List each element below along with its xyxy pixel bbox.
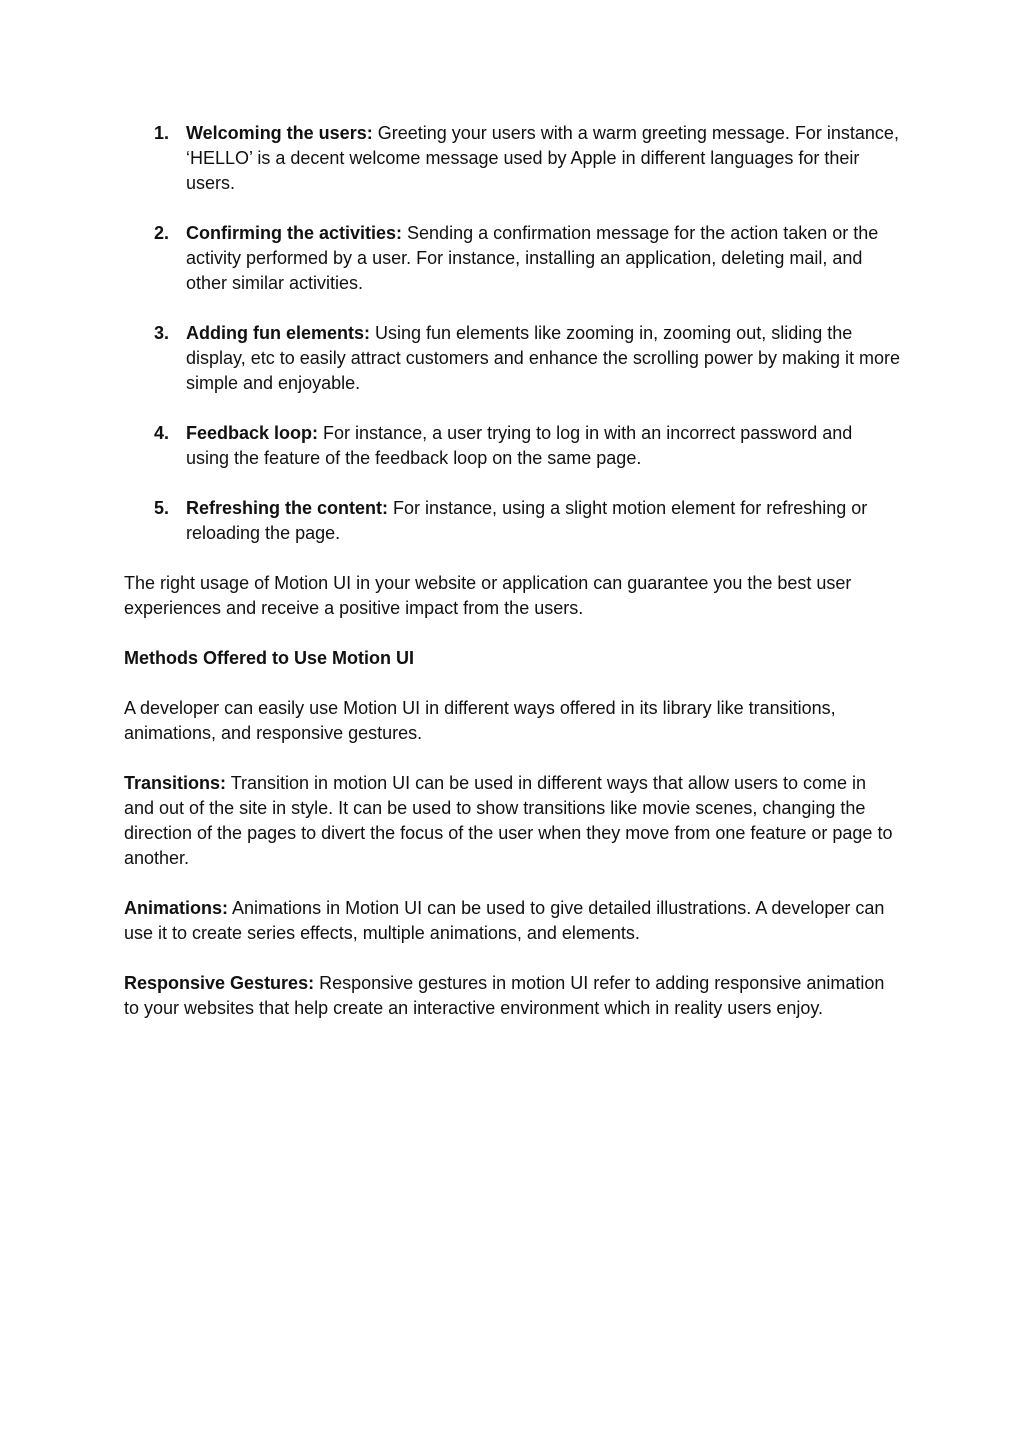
list-number: 4. — [154, 423, 170, 443]
list-item — [124, 421, 900, 471]
method-paragraph-animations — [124, 896, 900, 946]
list-item-text: Sending a confirmation message for the action taken or the activity performed by a user. For instance, installing an application, deleting mail, and other similar activities. — [186, 223, 879, 293]
list-item-title: Adding fun elements: — [186, 323, 370, 343]
list-item-text: For instance, using a slight motion element for refreshing or reloading the page. — [186, 498, 868, 543]
list-item-title: Refreshing the content: — [186, 498, 389, 518]
motion-ui-uses-list — [124, 121, 900, 546]
method-text: Responsive gestures in motion UI refer to adding responsive animation to your websites that help create an interactive environment which in reality users enjoy. — [124, 973, 885, 1018]
list-item — [124, 221, 900, 296]
section-heading: Methods Offered to Use Motion UI — [124, 648, 414, 668]
list-item — [124, 321, 900, 396]
document-page — [124, 121, 900, 1046]
method-title: Transitions: — [124, 773, 227, 793]
method-paragraph-transitions — [124, 771, 900, 871]
method-title: Responsive Gestures: — [124, 973, 315, 993]
summary-paragraph: The right usage of Motion UI in your website or application can guarantee you the best user experiences and receive a positive impact from the users. — [124, 573, 852, 618]
list-number: 5. — [154, 498, 170, 518]
list-item-title: Welcoming the users: — [186, 123, 373, 143]
method-text: Animations in Motion UI can be used to give detailed illustrations. A developer can use it to create series effects, multiple animations, and elements. — [124, 898, 885, 943]
list-item — [124, 121, 900, 196]
method-title: Animations: — [124, 898, 229, 918]
list-number: 2. — [154, 223, 170, 243]
list-item-title: Feedback loop: — [186, 423, 319, 443]
list-item-title: Confirming the activities: — [186, 223, 403, 243]
method-paragraph-responsive-gestures — [124, 971, 900, 1021]
methods-intro-paragraph: A developer can easily use Motion UI in different ways offered in its library like transitions, animations, and responsive gestures. — [124, 698, 836, 743]
list-item-text: For instance, a user trying to log in with an incorrect password and using the feature of the feedback loop on the same page. — [186, 423, 853, 468]
method-text: Transition in motion UI can be used in different ways that allow users to come in and out of the site in style. It can be used to show transitions like movie scenes, changing the direction of the pages to divert the focus of the user when they move from one feature or page to another. — [124, 773, 893, 868]
list-number: 1. — [154, 123, 170, 143]
list-item-text: Using fun elements like zooming in, zooming out, sliding the display, etc to easily attract customers and enhance the scrolling power by making it more simple and enjoyable. — [186, 323, 901, 393]
list-item — [124, 496, 900, 546]
list-item-text: Greeting your users with a warm greeting message. For instance, ‘HELLO’ is a decent welcome message used by Apple in different languages for their users. — [186, 123, 899, 193]
list-number: 3. — [154, 323, 170, 343]
